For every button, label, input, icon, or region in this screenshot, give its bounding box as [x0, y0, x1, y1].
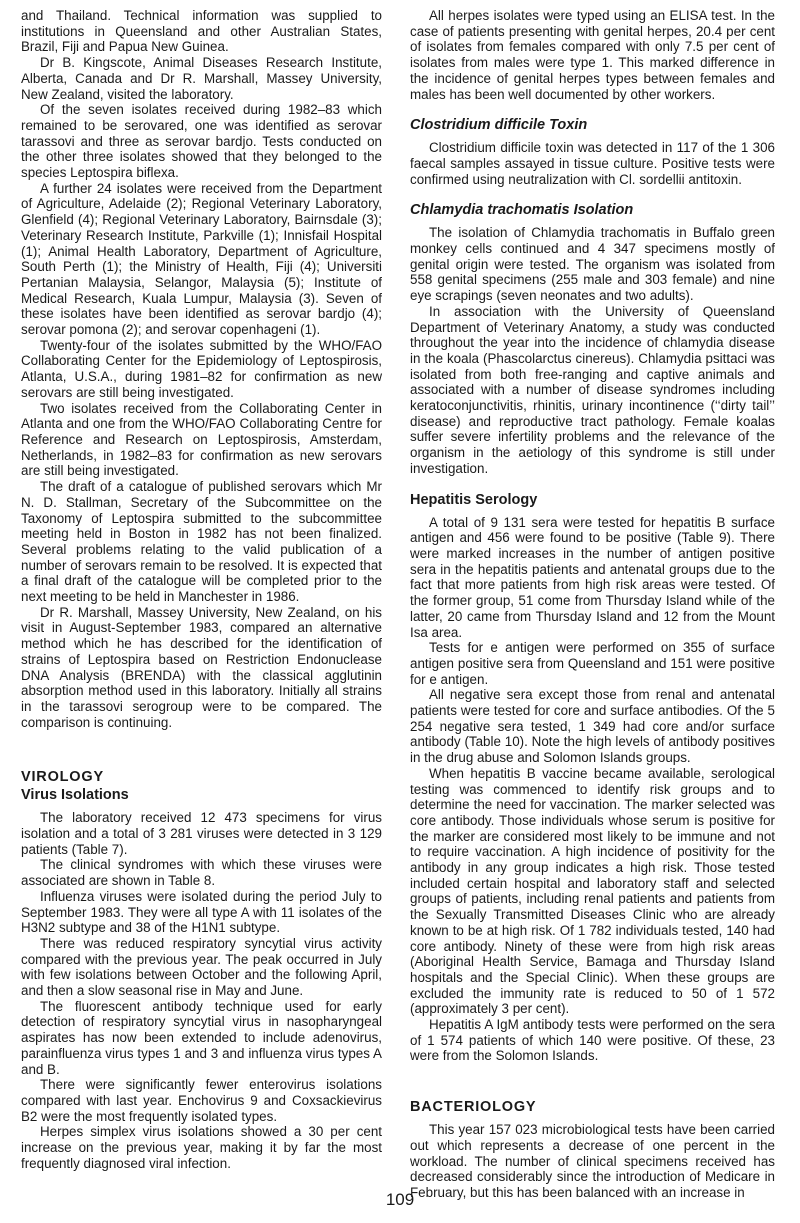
- paragraph-rsv-activity: There was reduced respiratory syncytial virus activity compared with the previous year. The peak occurred in July with few isolations between October and the following April, and then a slow seasonal rise in May and June.: [21, 935, 382, 999]
- paragraph-influenza: Influenza viruses were isolated during the period July to September 1983. They were all type A with 11 isolates of the H3N2 subtype and 38 of the H1N1 subtype.: [21, 888, 382, 936]
- paragraph-who-fao-isolates: Twenty-four of the isolates submitted by the WHO/FAO Collaborating Center for the Epidemiology of Leptospirosis, Atlanta, U.S.A., during 1981–82 for confirmation as new serovars are still being investigated.: [21, 337, 382, 400]
- section-heading-bacteriology: BACTERIOLOGY: [410, 1099, 537, 1116]
- paragraph-atlanta-isolates: Two isolates received from the Collaborating Center in Atlanta and one from the WHO/FAO Collaborating Centre for Reference and Research on Leptospirosis, Amsterdam, Netherlands, in 1982–83 for confirmation as new serovars are still being investigated.: [21, 400, 382, 479]
- paragraph-catalogue-draft: The draft of a catalogue of published serovars which Mr N. D. Stallman, Secretary of the Subcommittee on the Taxonomy of Leptospira submitted to the subcommittee meeting held in Boston in 1982 has not been finalized. Several problems relating to the valid publication of a number of serovars remain to be resolved. It is expected that a final draft of the catalogue will be completed prior to the next meeting to be held in Manchester in 1986.: [21, 479, 382, 605]
- subheading-clostridium: Clostridium difficile Toxin: [410, 117, 588, 134]
- paragraph-further-isolates: A further 24 isolates were received from the Department of Agriculture, Adelaide (2); Regional Veterinary Laboratory, Glenfield (4); Regional Veterinary Laboratory, Bairnsdale (3); Veterinary Research Institute, Parkville (1); Innisfail Hospital (1); Animal Health Laboratory, Department of Agriculture, South Perth (1); the Ministry of Health, Fiji (4); Universiti Pertanian Malaysia, Selangor, Malaysia (5); Institute of Medical Research, Kuala Lumpur, Malaysia (3). Seven of these isolates have been identified as serovar bardjo (4); serovar pomona (2); and serovar copenhageni (1).: [21, 180, 382, 338]
- paragraph-koala-study: In association with the University of Queensland Department of Veterinary Anatomy, a study was conducted throughout the year into the incidence of chlamydia disease in the koala (Phascolarctus cinereus). Chlamydia psittaci was isolated from both free-ranging and captive animals and associated with a number of disease syndromes including keratoconjunctivitis, rhinitis, urinary incontinence (‘‘dirty tail’’ disease) and reproductive tract pathology. Female koalas suffer severe infertility problems and the relevance of the organism in the aetiology of this syndrome is still under investigation.: [410, 303, 775, 476]
- paragraph-hepatitis-a: Hepatitis A IgM antibody tests were performed on the sera of 1 574 patients of which 140 were positive. Of these, 23 were from the Solomon Islands.: [410, 1017, 775, 1064]
- paragraph-herpes-simplex: Herpes simplex virus isolations showed a 30 per cent increase on the previous year, making it by far the most frequently diagnosed viral infection.: [21, 1124, 382, 1171]
- paragraph-visitors: Dr B. Kingscote, Animal Diseases Research Institute, Alberta, Canada and Dr R. Marshall, Massey University, New Zealand, visited the laboratory.: [21, 55, 382, 102]
- paragraph-brenda-method: Dr R. Marshall, Massey University, New Zealand, on his visit in August-September 1983, compared an alternative method which he has described for the identification of strains of Leptospira based on Restriction Endonuclease DNA Analysis (BRENDA) with the classical agglutinin absorption method used in this laboratory. Initially all strains in the tarassovi serogroup were to be compared. The comparison is continuing.: [21, 604, 382, 730]
- subheading-chlamydia: Chlamydia trachomatis Isolation: [410, 202, 634, 219]
- paragraph-enterovirus: There were significantly fewer enterovirus isolations compared with last year. Enchovirus 9 and Coxsackievirus B2 were the most frequently isolated types.: [21, 1077, 382, 1124]
- paragraph-core-surface-antibodies: All negative sera except those from renal and antenatal patients were tested for core and surface antibodies. Of the 5 254 negative sera tested, 1 349 had core and/or surface antibody (Table 10). Note the high levels of antibody positives in the drug abuse and Solomon Islands groups.: [410, 687, 775, 766]
- left-column: [21, 8, 382, 1172]
- right-column: [410, 8, 775, 1201]
- section-heading-virology: VIROLOGY: [21, 769, 104, 786]
- paragraph-herpes-typing: All herpes isolates were typed using an ELISA test. In the case of patients presenting with genital herpes, 20.4 per cent of isolates from females compared with only 7.5 per cent of isolates from males were type 1. This marked difference in the incidence of genital herpes types between females and males has been well documented by other workers.: [410, 8, 775, 102]
- paragraph-microbiological-tests: This year 157 023 microbiological tests have been carried out which represents a decrease of one percent in the workload. The number of clinical specimens received has decreased considerably since the introduction of Medicare in February, but this has been balanced with an increase in: [410, 1122, 775, 1200]
- paragraph-vaccine-testing: When hepatitis B vaccine became available, serological testing was commenced to identify risk groups and to determine the need for vaccination. The marker selected was core antibody. Those individuals whose serum is positive for the marker are considered most likely to be immune and not to require vaccination. A high incidence of positivity for the antibody in any group indicates a high risk. Those tested included certain hospital and laboratory staff and selected groups of patients, including renal patients and patients from the Sexually Transmitted Diseases Clinic who are already known to be at high risk. Of 1 782 individuals tested, 140 had core antibody. Ninety of these were from high risk areas (Aboriginal Health Service, Bamaga and Thursday Island hospitals and the Special Clinic). When these groups are excluded the immunity rate is reduced to 50 of 1 572 (approximately 3 per cent).: [410, 765, 775, 1017]
- paragraph-fluorescent-antibody: The fluorescent antibody technique used for early detection of respiratory syncytial virus in nasopharyngeal aspirates has now been extended to include adenovirus, parainfluenza virus types 1 and 3 and influenza virus types A and B.: [21, 998, 382, 1077]
- paragraph-clostridium-toxin: Clostridium difficile toxin was detected in 117 of the 1 306 faecal samples assayed in tissue culture. Positive tests were confirmed using neutralization with Cl. sordellii antitoxin.: [410, 140, 775, 187]
- paragraph-chlamydia-isolation: The isolation of Chlamydia trachomatis in Buffalo green monkey cells continued and 4 347 specimens mostly of genital origin were tested. The organism was isolated from 558 genital specimens (255 male and 303 female) and nine eye scrapings (seven neonates and two adults).: [410, 225, 775, 304]
- paragraph-technical-info: and Thailand. Technical information was supplied to institutions in Queensland and other Australian States, Brazil, Fiji and Papua New Guinea.: [21, 8, 382, 55]
- paragraph-e-antigen: Tests for e antigen were performed on 355 of surface antigen positive sera from Queensland and 151 were positive for e antigen.: [410, 640, 775, 687]
- paragraph-hepatitis-b-antigen: A total of 9 131 sera were tested for hepatitis B surface antigen and 456 were found to be positive (Table 9). There were marked increases in the number of antigen positive sera in the hepatitis patients and antenatal groups due to the fact that more patients from high risk areas were tested. Of the former group, 51 come from Thursday Island while of the latter, 20 came from Thursday Island and 12 from the Mount Isa area.: [410, 514, 775, 640]
- paragraph-clinical-syndromes: The clinical syndromes with which these viruses were associated are shown in Table 8.: [21, 857, 382, 889]
- page-number: 109: [385, 1190, 415, 1209]
- subheading-hepatitis: Hepatitis Serology: [410, 491, 538, 508]
- paragraph-specimens-received: The laboratory received 12 473 specimens for virus isolation and a total of 3 281 viruses were detected in 3 129 patients (Table 7).: [21, 810, 382, 857]
- subheading-virus-isolations: Virus Isolations: [21, 787, 129, 804]
- paragraph-seven-isolates: Of the seven isolates received during 1982–83 which remained to be serovared, one was identified as serovar tarassovi and three as serovar bardjo. Tests conducted on the other three isolates showed that they belonged to the species Leptospira biflexa.: [21, 102, 382, 181]
